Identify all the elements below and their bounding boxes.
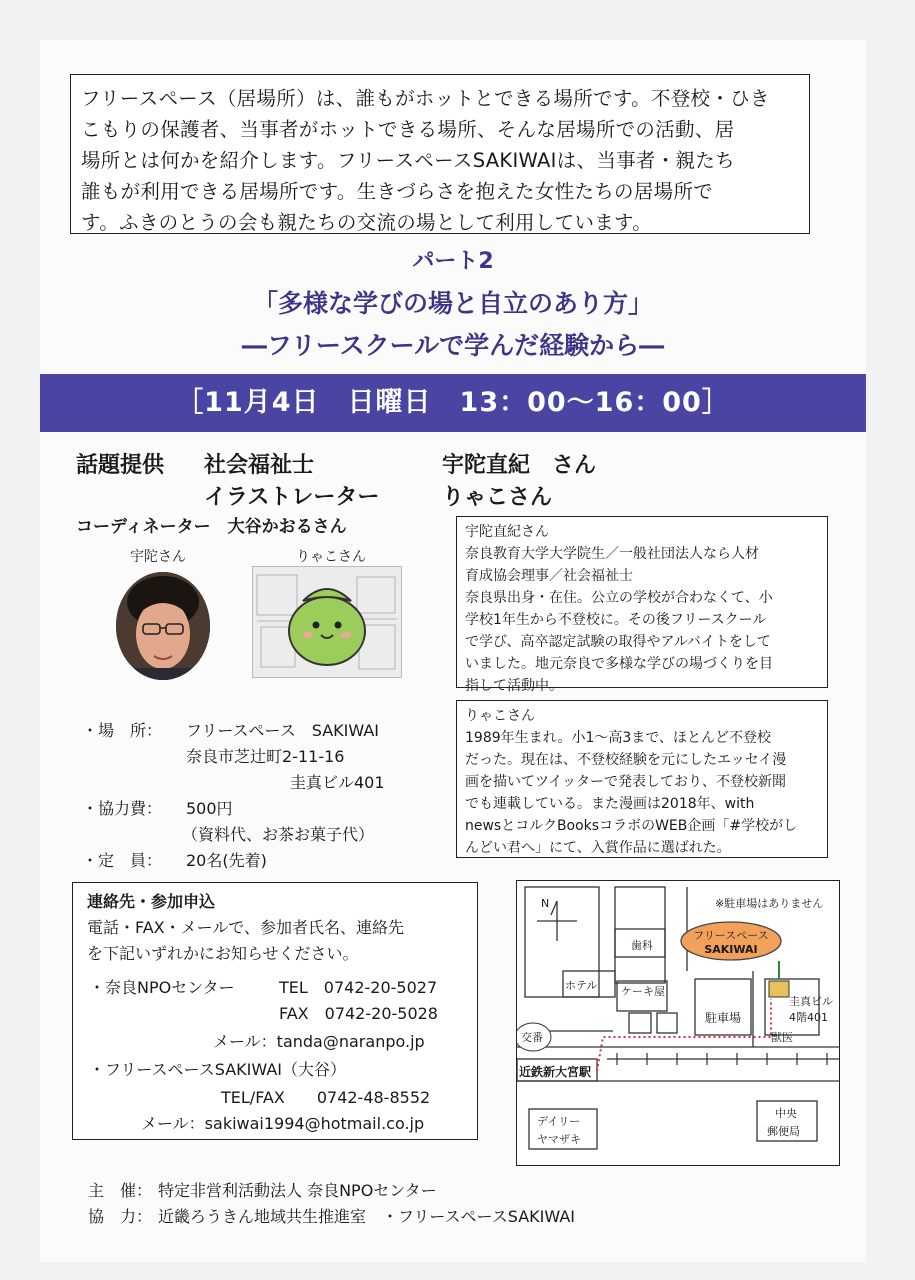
coop-name: 近畿ろうきん地域共生推進室 ・フリースペースSAKIWAI — [158, 1207, 575, 1226]
org2-telfax: TEL/FAX 0742-48-8552 — [221, 1088, 431, 1107]
map-post-1: 中央 — [775, 1107, 797, 1120]
host-label: 主 催： — [88, 1181, 153, 1200]
map-parking-note: ※駐車場はありません — [715, 897, 824, 910]
bio-line: でも連載している。また漫画は2018年、with — [465, 796, 755, 812]
bio-line: 画を描いてツイッターで発表しており、不登校新聞 — [465, 774, 787, 790]
map-dest-line1: フリースペース — [693, 929, 769, 942]
contact-box — [72, 882, 478, 1140]
map-parking: 駐車場 — [705, 1011, 742, 1025]
map-dest-line2: SAKIWAI — [704, 943, 758, 956]
speaker-name-1: 宇陀直紀 さん — [442, 453, 597, 478]
bio-line: 育成協会理事／社会福祉士 — [465, 568, 633, 584]
kappa-mascot-icon — [253, 567, 401, 677]
intro-box — [70, 74, 810, 234]
map-hotel: ホテル — [565, 979, 598, 992]
bio-line: 宇陀直紀さん — [465, 524, 549, 540]
bio-line: いました。地元奈良で多様な学びの場づくりを目 — [465, 656, 773, 672]
bio-uda — [456, 516, 828, 694]
part-label: パート2 — [412, 249, 494, 274]
bio-line: だった。現在は、不登校経験を元にしたエッセイ漫 — [465, 752, 787, 768]
bio-ryako — [456, 700, 828, 858]
place-line-1: フリースペース SAKIWAI — [186, 721, 379, 740]
ryako-illustration — [252, 566, 402, 678]
map-daily-2: ヤマザキ — [537, 1133, 581, 1146]
contact-intro-2: を下記いずれかにお知らせください。 — [87, 944, 359, 963]
bio-line: りゃこさん — [465, 708, 535, 724]
fee-amount: 500円 — [186, 799, 233, 818]
speaker-role-2: イラストレーター — [204, 485, 380, 510]
map-police: 交番 — [521, 1031, 543, 1044]
map-daily-1: デイリー — [537, 1115, 581, 1128]
bio-line: newsとコルクBooksコラボのWEB企画「#学校がし — [465, 818, 798, 834]
intro-line: す。ふきのとうの会も親たちの交流の場として利用しています。 — [81, 211, 653, 234]
intro-line: 場所とは何かを紹介します。フリースペースSAKIWAIは、当事者・親たち — [81, 149, 735, 172]
building-highlight-icon — [769, 981, 789, 997]
map-post-2: 郵便局 — [767, 1125, 800, 1138]
coordinator: コーディネーター 大谷かおるさん — [76, 517, 347, 537]
org1-tel: TEL 0742-20-5027 — [279, 978, 438, 997]
bio-line: で学び、高卒認定試験の取得やアルバイトをして — [465, 634, 771, 650]
org1-email[interactable]: メール：tanda@naranpo.jp — [213, 1032, 425, 1051]
org2-email[interactable]: メール：sakiwai1994@hotmail.co.jp — [141, 1114, 425, 1133]
capacity-value: 20名(先着) — [186, 851, 267, 870]
intro-line: こもりの保護者、当事者がホットできる場所、そんな居場所での活動、居 — [81, 118, 735, 141]
contact-heading: 連絡先・参加申込 — [87, 892, 216, 911]
access-map — [516, 880, 840, 1166]
intro-line: 誰もが利用できる居場所です。生きづらさを抱えた女性たちの居場所で — [81, 180, 714, 203]
speaker-label: 話題提供 — [76, 453, 165, 478]
bio-line: んどい君へ」にて、入賞作品に選ばれた。 — [465, 840, 731, 856]
coop-label: 協 力： — [88, 1207, 153, 1226]
contact-intro-1: 電話・FAX・メールで、参加者氏名、連絡先 — [87, 918, 405, 937]
speaker-name-2: りゃこさん — [442, 485, 553, 510]
photo-caption-ryako: りゃこさん — [296, 549, 366, 565]
bio-line: 奈良教育大学大学院生／一般社団法人なら人材 — [465, 546, 759, 562]
map-vet: 獣医 — [771, 1031, 793, 1044]
org1-name: ・奈良NPOセンター — [89, 978, 235, 997]
bio-line: 1989年生まれ。小1～高3まで、ほとんど不登校 — [465, 730, 772, 746]
speaker-role-1: 社会福祉士 — [204, 453, 315, 478]
bio-line: 指して活動中。 — [465, 678, 563, 694]
uda-photo — [116, 572, 210, 680]
org1-fax: FAX 0742-20-5028 — [279, 1004, 438, 1023]
bio-line: 奈良県出身・在住。公立の学校が合わなくて、小 — [465, 590, 773, 606]
bio-line: 学校1年生から不登校に。その後フリースクール — [465, 612, 767, 628]
photo-caption-uda: 宇陀さん — [130, 549, 186, 565]
place-line-2: 奈良市芝辻町2-11-16 — [186, 747, 345, 766]
fee-label: ・協力費： — [82, 799, 163, 818]
map-station: 近鉄新大宮駅 — [519, 1065, 592, 1079]
map-cake-shop: ケーキ屋 — [621, 985, 665, 998]
fee-note: （資料代、お茶お菓子代） — [182, 825, 375, 844]
map-dental: 歯科 — [631, 939, 653, 952]
intro-line: フリースペース（居場所）は、誰もがホットとできる場所です。不登校・ひき — [81, 87, 770, 110]
main-title: 「多様な学びの場と自立のあり方」 — [252, 289, 653, 318]
org2-name: ・フリースペースSAKIWAI（大谷） — [89, 1060, 346, 1079]
map-building-1: 圭真ビル — [789, 995, 833, 1008]
place-line-3: 圭真ビル401 — [290, 773, 385, 792]
uda-portrait-icon — [116, 572, 210, 680]
map-north: N — [541, 897, 550, 910]
host-name: 特定非営利活動法人 奈良NPOセンター — [158, 1181, 437, 1200]
map-building-2: 4階401 — [789, 1011, 828, 1024]
capacity-label: ・定 員： — [82, 851, 163, 870]
date-banner: ［11月4日 日曜日 13：00～16：00］ — [40, 374, 866, 432]
subtitle: ―フリースクールで学んだ経験から― — [241, 331, 665, 360]
place-label: ・場 所： — [82, 721, 163, 740]
